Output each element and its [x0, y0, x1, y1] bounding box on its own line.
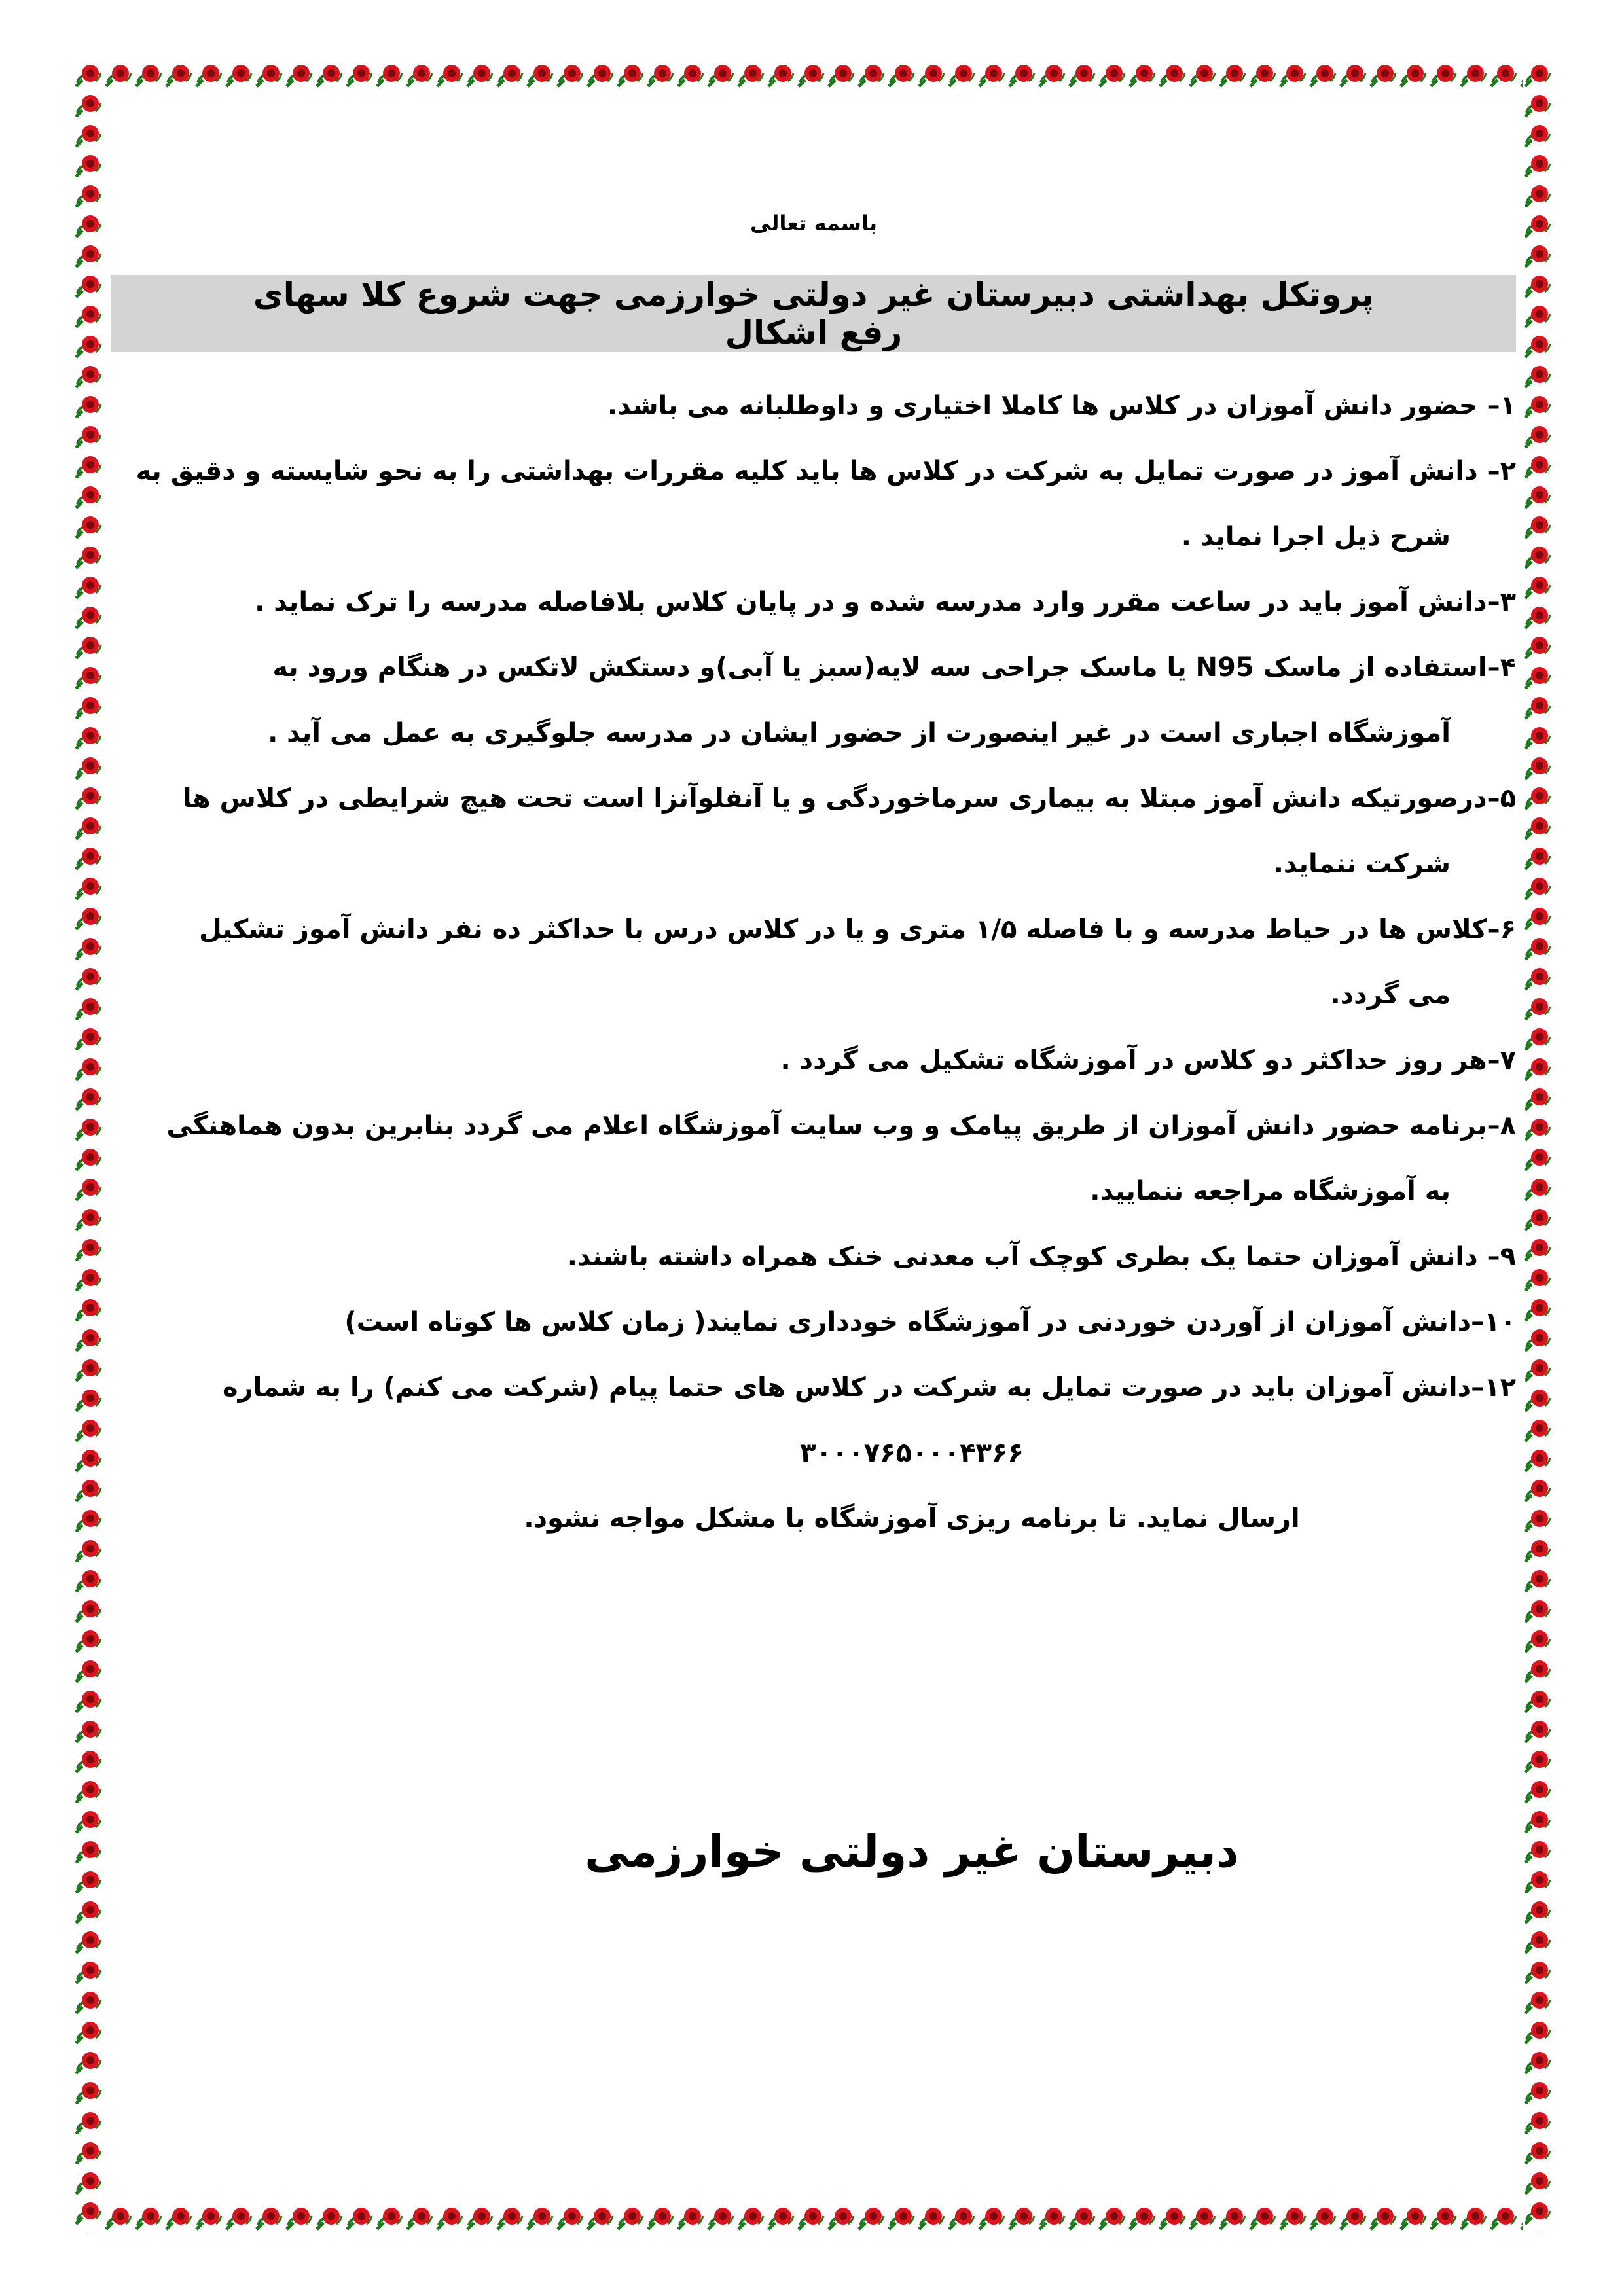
list-item-text: ۶–کلاس ها در حیاط مدرسه و با فاصله ۱/۵ متری و یا در کلاس درس با حداکثر ده نفر دانش آموز تشکیل [198, 914, 1516, 944]
list-item [111, 1093, 1516, 1224]
list-item-text: ۸–برنامه حضور دانش آموزان از طریق پیامک و وب سایت آموزشگاه اعلام می گردد بنابرین بدون هماهنگی [166, 1111, 1516, 1141]
list-item [111, 1355, 1516, 1420]
page-title: پروتکل بهداشتی دبیرستان غیر دولتی خوارزمی جهت شروع کلا سهای رفع اشکال [253, 276, 1375, 351]
list-item-continuation: شرح ذیل اجرا نماید . [1181, 522, 1451, 552]
bismillah-heading: باسمه تعالی [750, 211, 877, 236]
border-right [1523, 60, 1553, 2233]
list-item [111, 1289, 1516, 1355]
list-item-text: ۹– دانش آموزان حتما یک بطری کوچک آب معدنی خنک همراه داشته باشند. [567, 1242, 1516, 1272]
list-item [111, 897, 1516, 1028]
border-bottom [73, 2203, 1553, 2233]
list-item [111, 439, 1516, 569]
list-item [111, 766, 1516, 897]
list-item-continuation: آموزشگاه اجباری است در غیر اینصورت از حضور ایشان در مدرسه جلوگیری به عمل می آید . [268, 718, 1451, 748]
list-item-continuation: شرکت ننماید. [1273, 849, 1451, 879]
list-item-text: ۳–دانش آموز باید در ساعت مقرر وارد مدرسه شده و در پایان کلاس بلافاصله مدرسه را ترک نماید . [255, 587, 1516, 617]
phone-number-line [111, 1420, 1516, 1486]
red-flower-icon [73, 60, 103, 2233]
list-item-text: ۱– حضور دانش آموزان در کلاس ها کاملا اختیاری و داوطلبانه می باشد. [607, 391, 1516, 421]
red-flower-icon [73, 2203, 1553, 2233]
list-item-text: ۴–استفاده از ماسک N95 یا ماسک جراحی سه لایه(سبز یا آبی)و دستکش لاتکس در هنگام ورود به [272, 653, 1516, 683]
border-left [73, 60, 103, 2233]
school-signature: دبیرستان غیر دولتی خوارزمی [585, 1826, 1239, 1878]
list-item-text: ۱۲–دانش آموزان باید در صورت تمایل به شرکت در کلاس های حتما پیام (شرکت می کنم) را به شماره [223, 1372, 1516, 1403]
list-item [111, 569, 1516, 635]
list-item-text: ۲– دانش آموز در صورت تمایل به شرکت در کلاس ها باید کلیه مقررات بهداشتی را به نحو شایسته و دقیق به [135, 456, 1516, 486]
list-item-text: ۱۰–دانش آموزان از آوردن خوردنی در آموزشگاه خودداری نمایند( زمان کلاس ها کوتاه است) [344, 1307, 1516, 1337]
protocol-list [111, 373, 1516, 1551]
list-item [111, 1224, 1516, 1289]
list-item [111, 635, 1516, 766]
list-item-continuation: می گردد. [1330, 980, 1451, 1010]
red-flower-icon [1523, 60, 1553, 2233]
border-top [73, 60, 1553, 90]
closing-line [111, 1486, 1516, 1551]
list-item [111, 373, 1516, 439]
list-item-text: ۷–هر روز حداکثر دو کلاس در آموزشگاه تشکیل می گردد . [780, 1045, 1516, 1075]
red-flower-icon [73, 60, 1553, 90]
closing-text: ارسال نماید. تا برنامه ریزی آموزشگاه با مشکل مواجه نشود. [524, 1503, 1300, 1534]
list-item-text: ۵–درصورتیکه دانش آموز مبتلا به بیماری سرماخوردگی و یا آنفلوآنزا است تحت هیچ شرایطی در کلاس ها [182, 783, 1516, 814]
sms-phone-number: ۳۰۰۰۷۶۵۰۰۰۴۳۶۶ [800, 1438, 1024, 1468]
list-item [111, 1028, 1516, 1093]
title-band [111, 275, 1516, 352]
list-item-continuation: به آموزشگاه مراجعه ننمایید. [1090, 1176, 1451, 1206]
